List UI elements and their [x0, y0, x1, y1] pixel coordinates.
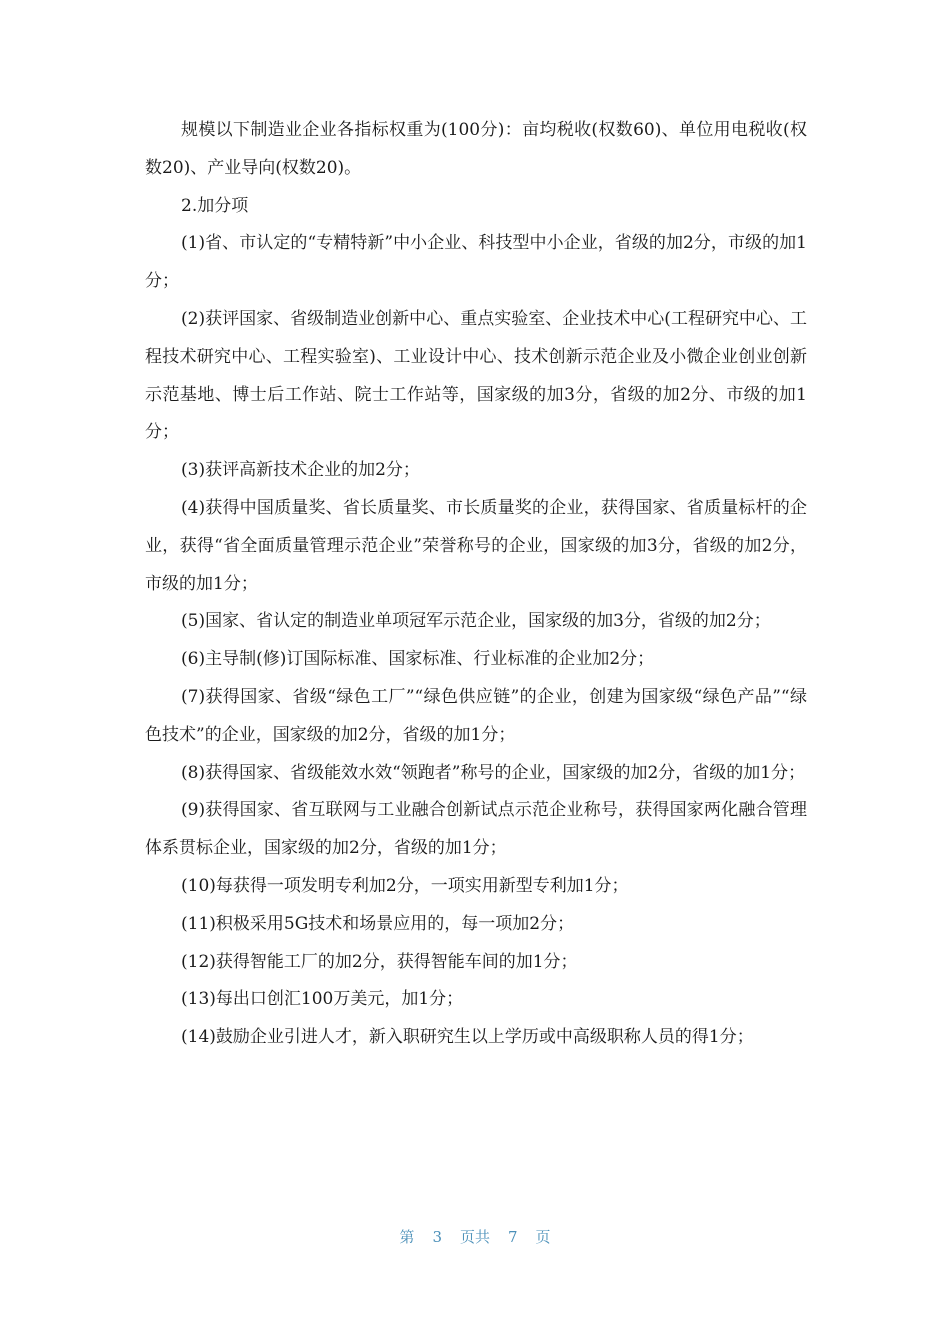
paragraph-item-13: (13)每出口创汇100万美元，加1分；: [181, 989, 464, 1010]
paragraph-item-12: (12)获得智能工厂的加2分，获得智能车间的加1分；: [181, 951, 578, 972]
paragraph-item-8: (8)获得国家、省级能效水效“领跑者”称号的企业，国家级的加2分，省级的加1分；: [181, 762, 806, 783]
paragraph-item-9: (9)获得国家、省互联网与工业融合创新试点示范企业称号，获得国家两化融合管理体系贯标企业，国家级的加2分，省级的加1分；: [145, 800, 807, 859]
paragraph-item-3: (3)获评高新技术企业的加2分；: [181, 460, 420, 481]
paragraph-item-11: (11)积极采用5G技术和场景应用的，每一项加2分；: [181, 913, 575, 934]
paragraph-item-1: (1)省、市认定的“专精特新”中小企业、科技型中小企业，省级的加2分，市级的加1分；: [145, 233, 807, 292]
footer-current-page: 3: [432, 1228, 442, 1246]
paragraph-item-6: (6)主导制(修)订国际标准、国家标准、行业标准的企业加2分；: [181, 649, 655, 670]
paragraph-item-7: (7)获得国家、省级“绿色工厂”“绿色供应链”的企业，创建为国家级“绿色产品”“绿色技术”的企业，国家级的加2分，省级的加1分；: [145, 686, 807, 745]
paragraph-item-10: (10)每获得一项发明专利加2分，一项实用新型专利加1分；: [181, 875, 629, 896]
paragraph-bonus-heading: 2.加分项: [181, 195, 249, 216]
paragraph-scale-weights: 规模以下制造业企业各指标权重为(100分)：亩均税收(权数60)、单位用电税收(权数20)、产业导向(权数20)。: [145, 120, 807, 178]
footer-total-prefix: 页共: [459, 1228, 490, 1246]
footer-page-label: 第: [399, 1228, 415, 1246]
paragraph-item-2: (2)获评国家、省级制造业创新中心、重点实验室、企业技术中心(工程研究中心、工程技术研究中心、工程实验室)、工业设计中心、技术创新示范企业及小微企业创业创新示范基地、博士后工作站、院士工作站等，国家级的加3分，省级的加2分、市级的加1分；: [145, 308, 807, 443]
page-footer: [0, 1226, 950, 1247]
paragraph-item-4: (4)获得中国质量奖、省长质量奖、市长质量奖的企业，获得国家、省质量标杆的企业，获得“省全面质量管理示范企业”荣誉称号的企业，国家级的加3分，省级的加2分，市级的加1分；: [145, 497, 807, 594]
document-body: [145, 112, 807, 1057]
paragraph-item-5: (5)国家、省认定的制造业单项冠军示范企业，国家级的加3分，省级的加2分；: [181, 611, 771, 632]
footer-total-pages: 7: [508, 1228, 518, 1246]
footer-total-suffix: 页: [535, 1228, 551, 1246]
paragraph-item-14: (14)鼓励企业引进人才，新入职研究生以上学历或中高级职称人员的得1分；: [181, 1027, 754, 1048]
